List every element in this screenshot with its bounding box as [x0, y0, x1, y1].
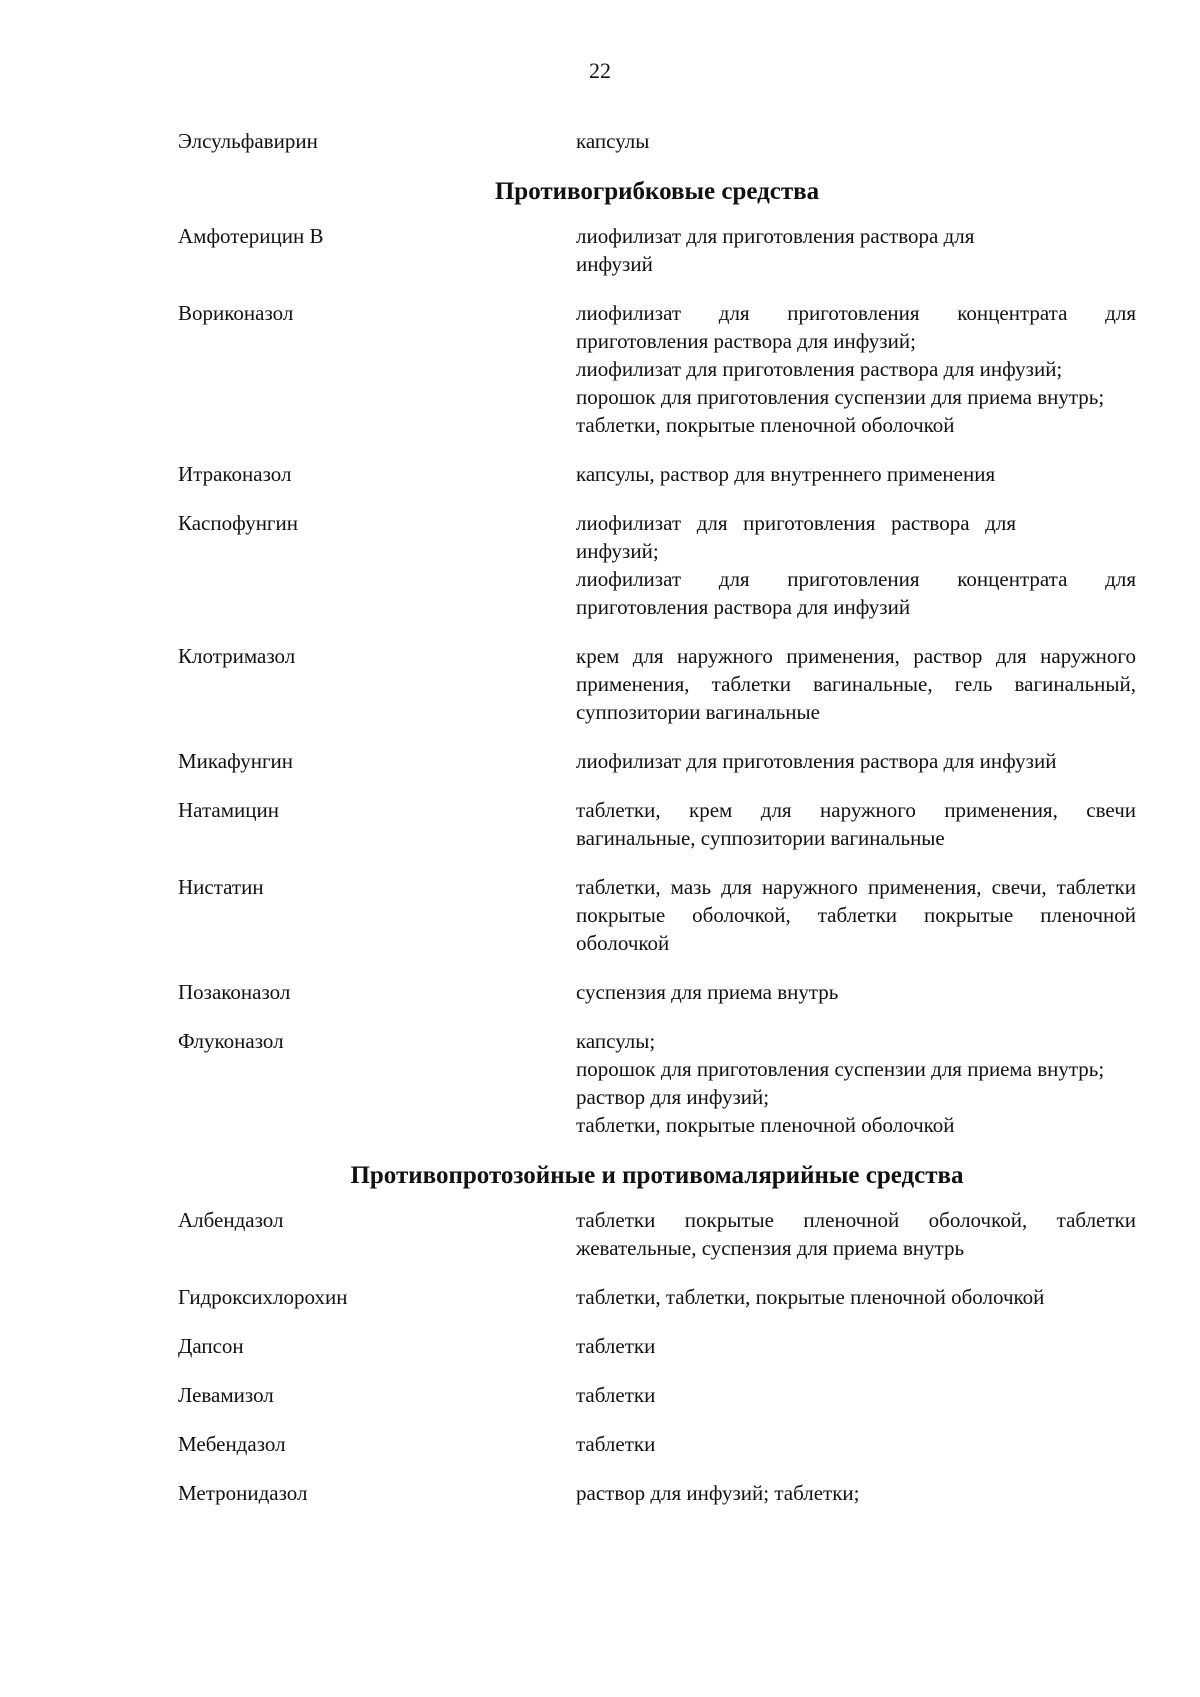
drug-name: Нистатин: [178, 875, 264, 899]
dosage-form-line: капсулы, раствор для внутреннего применения: [576, 462, 996, 486]
dosage-form-line: таблетки, таблетки, покрытые пленочной оболочкой: [576, 1285, 1045, 1309]
dosage-forms: [576, 978, 1136, 1006]
dosage-forms: [576, 642, 1136, 726]
dosage-form-line: таблетки, мазь для наружного применения, свечи, таблетки покрытые оболочкой, таблетки покрытые пленочной оболочкой: [576, 875, 1136, 955]
dosage-forms: [576, 1027, 1136, 1139]
drug-entry: [178, 642, 1136, 726]
dosage-form-line: порошок для приготовления суспензии для приема внутрь;: [576, 385, 1105, 409]
dosage-forms: [576, 747, 1136, 775]
dosage-forms: [576, 460, 1136, 488]
drug-entry: [178, 222, 1136, 278]
drug-entry: [178, 1430, 1136, 1458]
drug-entry: [178, 1479, 1136, 1507]
dosage-form-line: лиофилизат для приготовления раствора для инфузий;: [576, 357, 1063, 381]
dosage-form-line: крем для наружного применения, раствор для наружного применения, таблетки вагинальные, гель вагинальный, суппозитории вагинальные: [576, 644, 1136, 724]
drug-name: Албендазол: [178, 1208, 284, 1232]
page-number: 22: [589, 58, 611, 83]
dosage-form-line: таблетки: [576, 1334, 656, 1358]
drug-name: Каспофунгин: [178, 511, 299, 535]
drug-name: Флуконазол: [178, 1029, 284, 1053]
drug-name: Микафунгин: [178, 749, 294, 773]
dosage-forms: [576, 1430, 1136, 1458]
section-heading-antifungal: Противогрибковые средства: [494, 178, 820, 205]
dosage-form-line: лиофилизат для приготовления концентрата для приготовления раствора для инфузий: [576, 567, 1136, 619]
drug-entry: [178, 509, 1136, 621]
dosage-form-line: капсулы;: [576, 1029, 656, 1053]
dosage-forms: [576, 1332, 1136, 1360]
drug-entry: [178, 1381, 1136, 1409]
dosage-forms: [576, 127, 1136, 155]
dosage-form-line: таблетки: [576, 1432, 656, 1456]
drug-entry: [178, 1283, 1136, 1311]
drug-entry: [178, 1027, 1136, 1139]
drug-name: Гидроксихлорохин: [178, 1285, 348, 1309]
dosage-form-line: лиофилизат для приготовления раствора для инфузий;: [576, 511, 1016, 563]
drug-name: Элсульфавирин: [178, 129, 318, 153]
drug-name: Мебендазол: [178, 1432, 286, 1456]
dosage-form-line: лиофилизат для приготовления раствора для инфузий: [576, 749, 1057, 773]
dosage-forms: [576, 1283, 1136, 1311]
dosage-form-line: таблетки, крем для наружного применения, свечи вагинальные, суппозитории вагинальные: [576, 798, 1136, 850]
drug-entry: [178, 1332, 1136, 1360]
drug-entry: [178, 460, 1136, 488]
dosage-form-line: лиофилизат для приготовления концентрата для приготовления раствора для инфузий;: [576, 301, 1136, 353]
drug-name: Итраконазол: [178, 462, 292, 486]
dosage-form-line: раствор для инфузий; таблетки;: [576, 1481, 860, 1505]
drug-name: Дапсон: [178, 1334, 244, 1358]
drug-name: Натамицин: [178, 798, 279, 822]
dosage-forms: [576, 509, 1136, 621]
drug-name: Метронидазол: [178, 1481, 308, 1505]
drug-name: Вориконазол: [178, 301, 294, 325]
drug-entry: [178, 127, 1136, 155]
drug-list: [178, 127, 1136, 1507]
dosage-form-line: таблетки: [576, 1383, 656, 1407]
drug-entry: [178, 796, 1136, 852]
drug-entry: [178, 1206, 1136, 1262]
dosage-form-line: таблетки, покрытые пленочной оболочкой: [576, 413, 955, 437]
dosage-form-line: лиофилизат для приготовления раствора для инфузий: [576, 224, 975, 276]
drug-name: Позаконазол: [178, 980, 291, 1004]
dosage-forms: [576, 299, 1136, 439]
dosage-forms: [576, 1479, 1136, 1507]
dosage-forms: [576, 796, 1136, 852]
dosage-form-line: порошок для приготовления суспензии для приема внутрь;: [576, 1057, 1105, 1081]
drug-entry: [178, 747, 1136, 775]
drug-name: Левамизол: [178, 1383, 274, 1407]
dosage-forms: [576, 1381, 1136, 1409]
dosage-form-line: таблетки, покрытые пленочной оболочкой: [576, 1113, 955, 1137]
dosage-forms: [576, 873, 1136, 957]
dosage-form-line: суспензия для приема внутрь: [576, 980, 839, 1004]
drug-entry: [178, 978, 1136, 1006]
drug-entry: [178, 299, 1136, 439]
dosage-forms: [576, 222, 1136, 278]
dosage-forms: [576, 1206, 1136, 1262]
drug-name: Клотримазол: [178, 644, 296, 668]
dosage-form-line: капсулы: [576, 129, 650, 153]
dosage-form-line: раствор для инфузий;: [576, 1085, 770, 1109]
drug-entry: [178, 873, 1136, 957]
section-heading-antiprotozoal: Противопротозойные и противомалярийные средства: [350, 1162, 964, 1189]
drug-name: Амфотерицин В: [178, 224, 324, 248]
dosage-form-line: таблетки покрытые пленочной оболочкой, таблетки жевательные, суспензия для приема внутрь: [576, 1208, 1136, 1260]
